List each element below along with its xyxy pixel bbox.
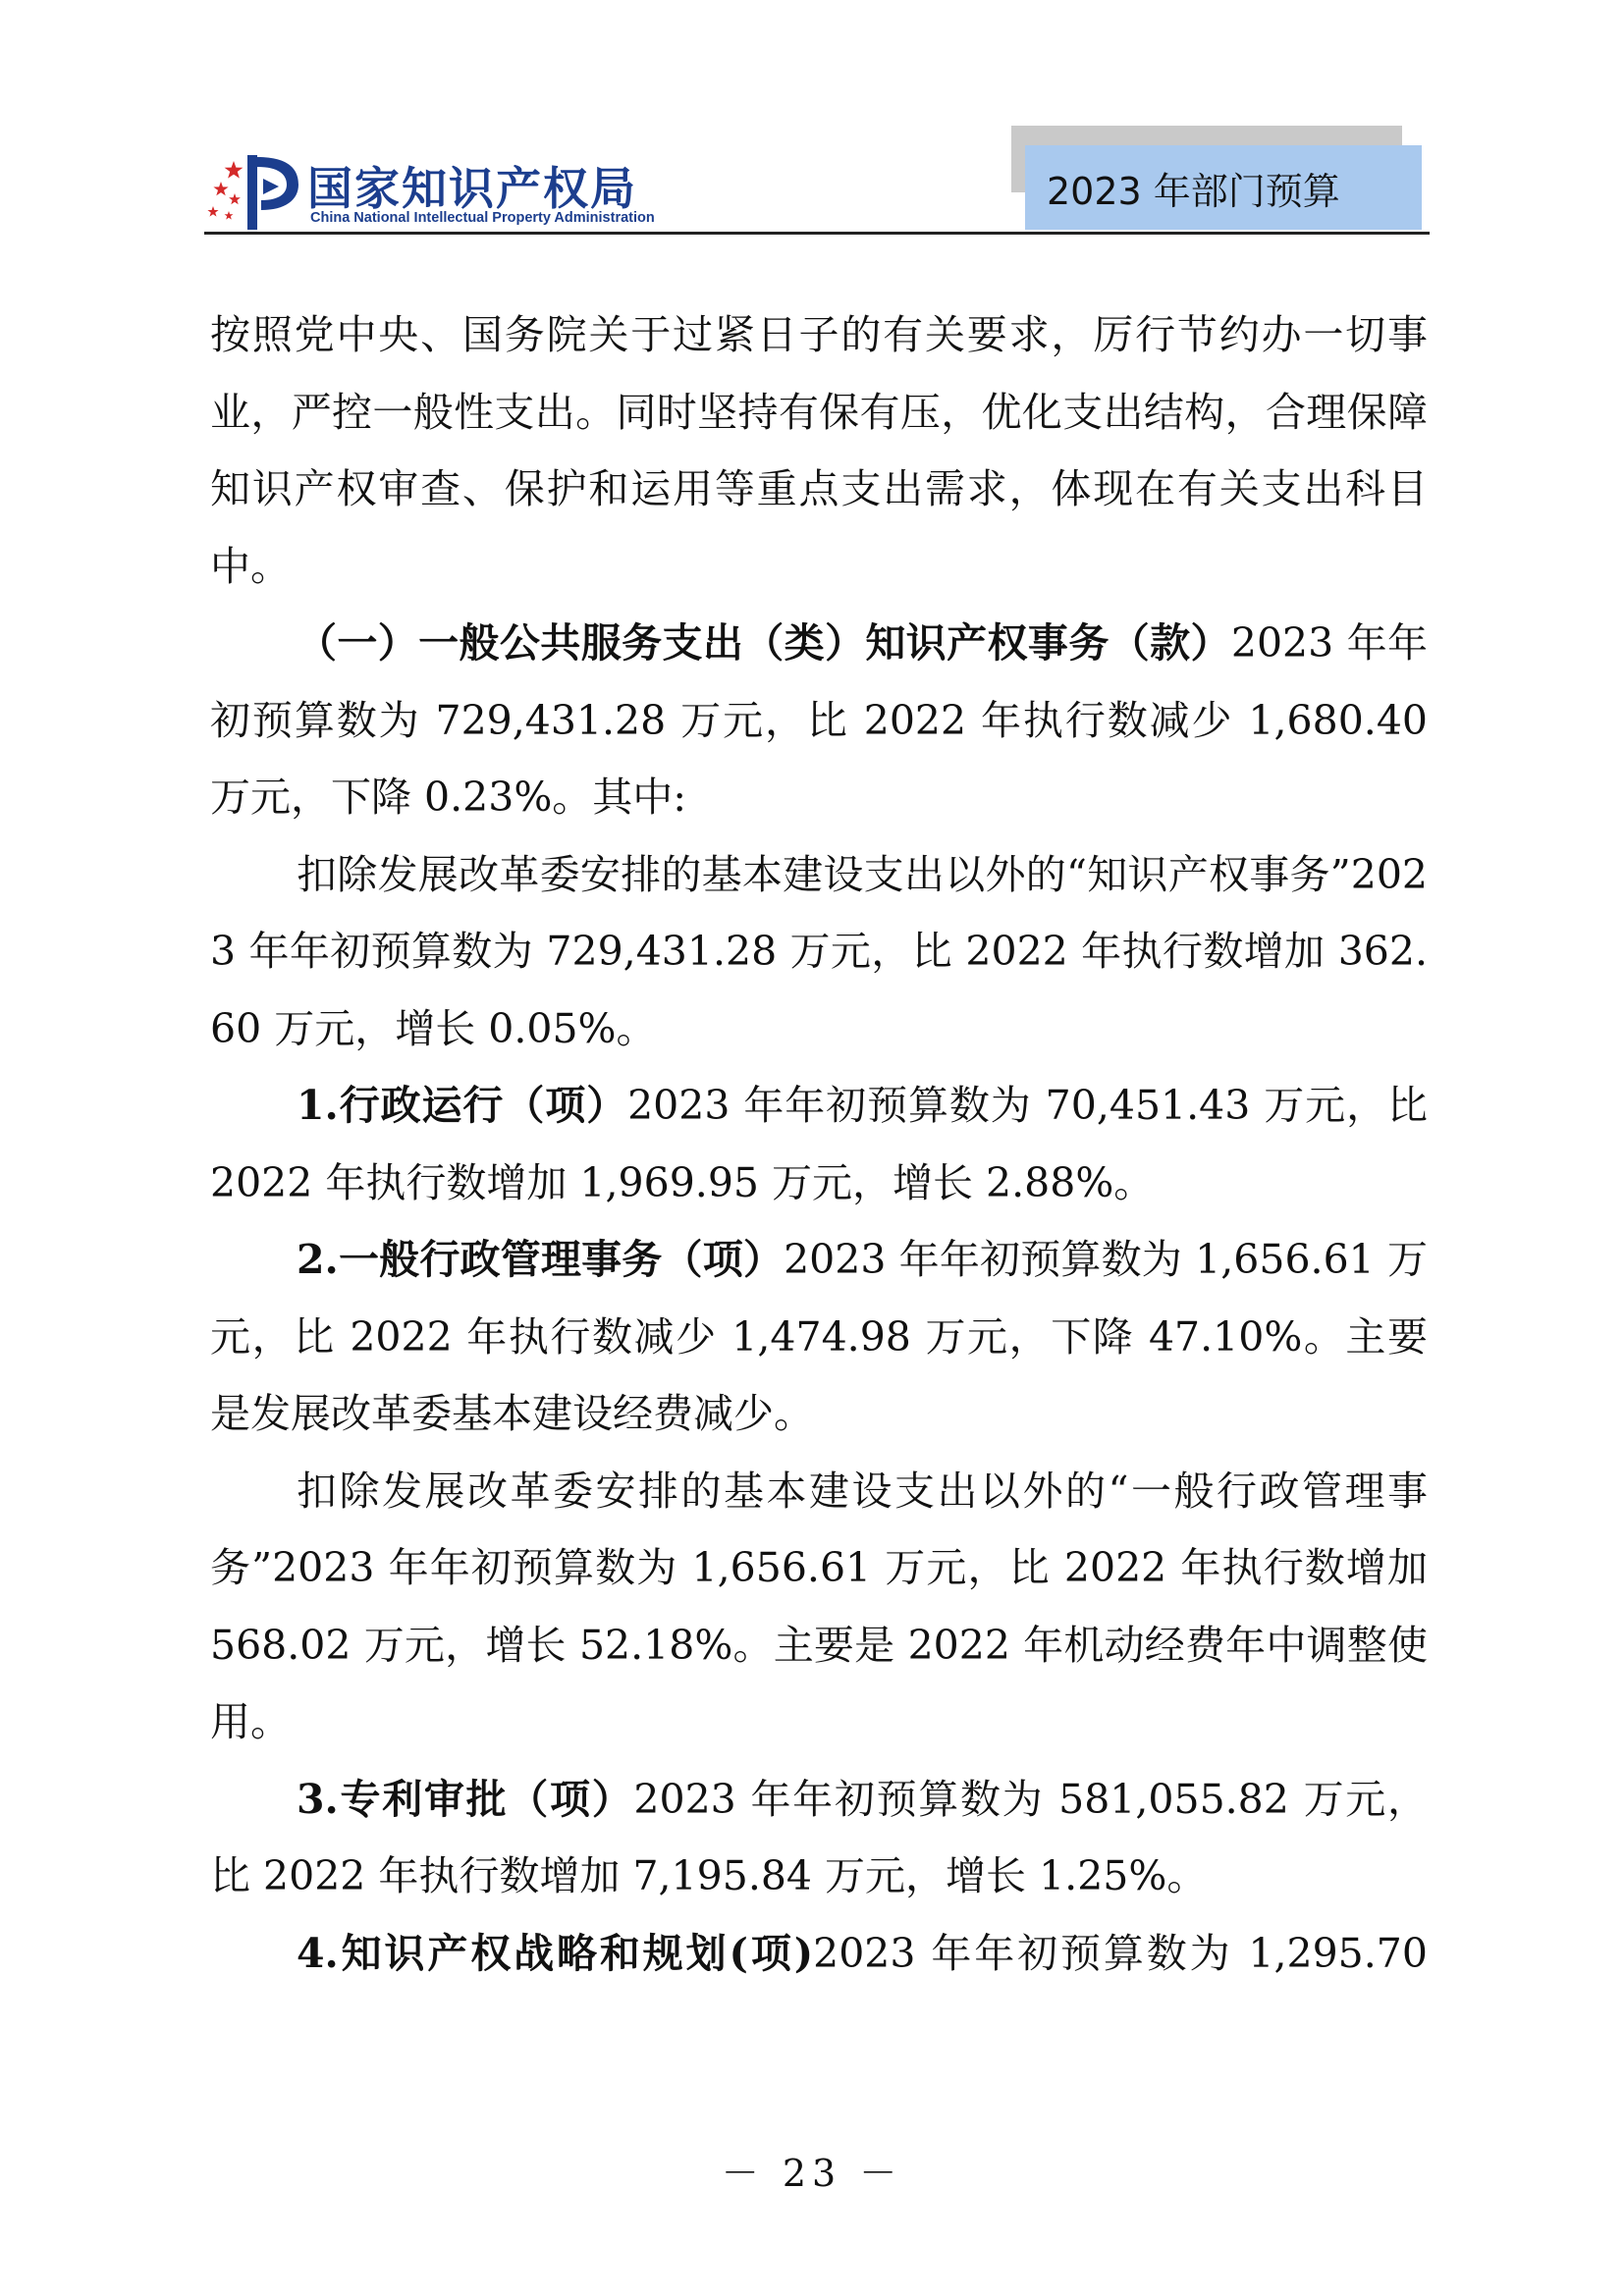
page-number: － 23 － — [721, 2152, 903, 2195]
paragraph-3: 扣除发展改革委安排的基本建设支出以外的“知识产权事务”2023 年年初预算数为 729,431.28 万元，比 2022 年执行数增加 362.60 万元，增长 0.05%。 — [210, 850, 1428, 1052]
paragraph-6: 扣除发展改革委安排的基本建设支出以外的“一般行政管理事务”2023 年年初预算数为 1,656.61 万元，比 2022 年执行数增加 568.02 万元，增长 52.18%。主要是 2022 年机动经费年中调整使用。 — [210, 1467, 1428, 1745]
item-heading: 1.行政运行（项） — [297, 1082, 628, 1129]
cnipa-logo-icon — [204, 149, 302, 233]
item-heading: 3.专利审批（项） — [297, 1775, 634, 1823]
item-heading: 2.一般行政管理事务（项） — [297, 1236, 785, 1283]
paragraph-7 — [210, 1761, 1428, 1915]
org-name-en: China National Intellectual Property Administration — [310, 210, 655, 226]
item-text: 2023 年年初预算数为 581,055.82 万元，比 2022 年执行数增加 7,195.84 万元，增长 1.25%。 — [210, 1775, 1428, 1899]
section-heading: （一）一般公共服务支出（类）知识产权事务（款） — [297, 619, 1231, 667]
item-text: 2023 年年初预算数为 1,656.61 万元，比 2022 年执行数减少 1,474.98 万元，下降 47.10%。主要是发展改革委基本建设经费减少。 — [210, 1236, 1428, 1437]
paragraph-2 — [210, 605, 1428, 836]
section-text: 2023 年年初预算数为 729,431.28 万元，比 2022 年执行数减少 1,680.40 万元，下降 0.23%。其中: — [210, 619, 1429, 821]
paragraph-8 — [210, 1915, 1428, 1993]
org-name-cn: 国家知识产权局 — [307, 162, 637, 215]
paragraph-5 — [210, 1221, 1428, 1453]
page-header — [0, 0, 1624, 240]
item-text: 2023 年年初预算数为 70,451.43 万元，比 2022 年执行数增加 1,969.95 万元，增长 2.88%。 — [210, 1082, 1428, 1206]
doc-tag: 2023 年部门预算 — [1025, 145, 1422, 230]
org-logo — [204, 149, 655, 233]
header-divider — [204, 232, 1430, 235]
document-body — [210, 296, 1428, 1992]
item-text: 2023 年年初预算数为 1,295.70 — [813, 1929, 1428, 1977]
item-heading: 4.知识产权战略和规划(项) — [297, 1929, 814, 1977]
paragraph-1: 按照党中央、国务院关于过紧日子的有关要求，厉行节约办一切事业，严控一般性支出。同时坚持有保有压，优化支出结构，合理保障知识产权审查、保护和运用等重点支出需求，体现在有关支出科目中。 — [210, 311, 1428, 590]
paragraph-4 — [210, 1067, 1428, 1221]
